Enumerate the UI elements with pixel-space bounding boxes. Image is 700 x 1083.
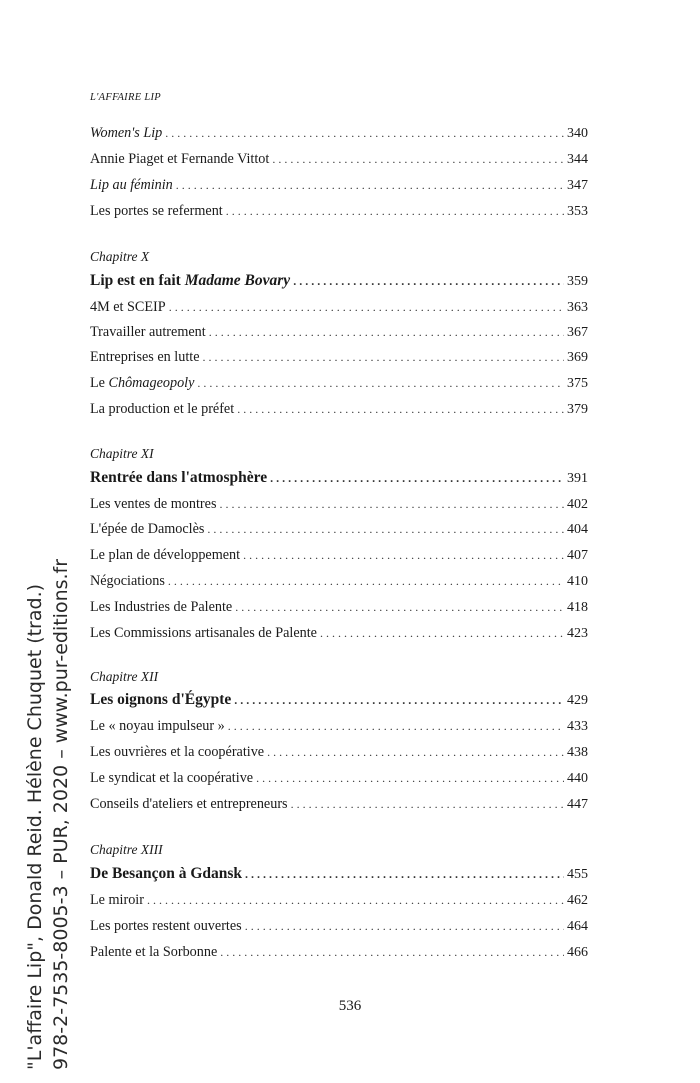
leader-dots — [228, 716, 564, 736]
toc-entry-title: L'épée de Damoclès — [90, 521, 205, 537]
toc-entry — [90, 623, 588, 643]
toc-entry-title: Women's Lip — [90, 125, 163, 141]
toc-entry-title: Le syndicat et la coopérative — [90, 770, 254, 786]
toc-entry-title: Les Industries de Palente — [90, 599, 233, 615]
leader-dots — [272, 149, 564, 169]
toc-entry — [90, 494, 588, 514]
toc-entry-title: Les oignons d'Égypte — [90, 691, 232, 708]
toc-entry-title: 4M et SCEIP — [90, 299, 166, 315]
toc-entry-title: Lip est en fait Madame Bovary — [90, 272, 291, 289]
toc-entry-title: Entreprises en lutte — [90, 349, 200, 365]
running-header: L'AFFAIRE LIP — [90, 92, 161, 103]
toc-entry-page: 407 — [567, 548, 588, 563]
chapter-label: Chapitre XIII — [90, 842, 163, 857]
leader-dots — [234, 690, 564, 710]
toc-entry — [90, 768, 588, 788]
toc-entry-page: 423 — [567, 626, 588, 641]
toc-entry-page: 440 — [567, 771, 588, 786]
toc-entry-page: 447 — [567, 797, 588, 812]
side-watermark — [22, 559, 74, 1070]
toc-entry-title: Le miroir — [90, 892, 144, 908]
leader-dots — [220, 942, 564, 962]
toc-entry — [90, 297, 588, 317]
chapter-title-entry — [90, 468, 588, 488]
toc-entry — [90, 399, 588, 419]
toc-entry-page: 347 — [567, 178, 588, 193]
toc-entry — [90, 742, 588, 762]
leader-dots — [219, 494, 564, 514]
toc-entry-title: Palente et la Sorbonne — [90, 944, 218, 960]
toc-entry-page: 340 — [567, 126, 588, 141]
toc-entry-page: 344 — [567, 152, 588, 167]
page-number: 536 — [338, 998, 362, 1014]
leader-dots — [147, 890, 564, 910]
leader-dots — [226, 201, 564, 221]
toc-entry-title: Le plan de développement — [90, 547, 241, 563]
leader-dots — [267, 742, 564, 762]
toc-entry-title: Annie Piaget et Fernande Vittot — [90, 151, 270, 167]
toc-entry-page: 429 — [567, 693, 588, 708]
toc-entry-title: Négociations — [90, 573, 165, 589]
chapter-label: Chapitre XI — [90, 446, 154, 461]
toc-entry-title: De Besançon à Gdansk — [90, 865, 243, 882]
toc-entry — [90, 597, 588, 617]
leader-dots — [237, 399, 564, 419]
toc-entry-page: 433 — [567, 719, 588, 734]
leader-dots — [245, 916, 564, 936]
toc-entry-page: 418 — [567, 600, 588, 615]
leader-dots — [293, 271, 564, 291]
toc-entry-page: 363 — [567, 300, 588, 315]
leader-dots — [203, 347, 564, 367]
toc-entry — [90, 373, 588, 393]
toc-entry-page: 402 — [567, 497, 588, 512]
toc-entry-title: Rentrée dans l'atmosphère — [90, 469, 268, 486]
leader-dots — [197, 373, 564, 393]
toc-entry — [90, 175, 588, 195]
watermark-line-1: "L'affaire Lip", Donald Reid. Hélène Chuquet (trad.) — [24, 583, 46, 1070]
toc-entry-title: Conseils d'ateliers et entrepreneurs — [90, 796, 288, 812]
leader-dots — [235, 597, 564, 617]
toc-entry-title: Les ventes de montres — [90, 496, 217, 512]
leader-dots — [169, 297, 564, 317]
toc-entry-page: 379 — [567, 402, 588, 417]
toc-entry-title: La production et le préfet — [90, 401, 235, 417]
toc-entry — [90, 942, 588, 962]
toc-entry-title: Le « noyau impulseur » — [90, 718, 225, 734]
toc-entry-page: 455 — [567, 867, 588, 882]
leader-dots — [270, 468, 564, 488]
toc-entry-page: 353 — [567, 204, 588, 219]
toc-entry — [90, 123, 588, 143]
toc-entry — [90, 149, 588, 169]
leader-dots — [176, 175, 564, 195]
toc-entry — [90, 201, 588, 221]
toc-entry — [90, 545, 588, 565]
leader-dots — [207, 519, 564, 539]
leader-dots — [209, 322, 564, 342]
toc-entry-page: 359 — [567, 274, 588, 289]
toc-entry — [90, 519, 588, 539]
toc-entry — [90, 347, 588, 367]
leader-dots — [168, 571, 564, 591]
leader-dots — [165, 123, 564, 143]
toc-entry-page: 404 — [567, 522, 588, 537]
chapter-title-entry — [90, 864, 588, 884]
chapter-title-entry — [90, 690, 588, 710]
toc-entry — [90, 322, 588, 342]
toc-entry-page: 410 — [567, 574, 588, 589]
leader-dots — [291, 794, 564, 814]
toc-entry-title: Les portes restent ouvertes — [90, 918, 242, 934]
leader-dots — [256, 768, 564, 788]
toc-entry-page: 375 — [567, 376, 588, 391]
toc-entry-page: 438 — [567, 745, 588, 760]
toc-entry — [90, 890, 588, 910]
toc-entry-title: Le Chômageopoly — [90, 375, 195, 391]
leader-dots — [245, 864, 564, 884]
leader-dots — [243, 545, 564, 565]
toc-entry — [90, 794, 588, 814]
toc-entry — [90, 716, 588, 736]
chapter-label: Chapitre X — [90, 249, 150, 264]
toc-entry-page: 462 — [567, 893, 588, 908]
chapter-label: Chapitre XII — [90, 669, 159, 684]
leader-dots — [320, 623, 564, 643]
toc-entry-page: 367 — [567, 325, 588, 340]
toc-entry — [90, 916, 588, 936]
toc-entry-title: Travailler autrement — [90, 324, 206, 340]
toc-entry-page: 369 — [567, 350, 588, 365]
toc-entry-page: 464 — [567, 919, 588, 934]
chapter-title-entry — [90, 271, 588, 291]
toc-entry — [90, 571, 588, 591]
toc-entry-title: Les ouvrières et la coopérative — [90, 744, 265, 760]
toc-entry-title: Les Commissions artisanales de Palente — [90, 625, 317, 641]
toc-entry-page: 391 — [567, 471, 588, 486]
watermark-line-2: 978-2-7535-8005-3 – PUR, 2020 – www.pur-editions.fr — [50, 558, 72, 1070]
toc-entry-page: 466 — [567, 945, 588, 960]
toc-entry-title: Les portes se referment — [90, 203, 223, 219]
toc-entry-title: Lip au féminin — [90, 177, 173, 193]
